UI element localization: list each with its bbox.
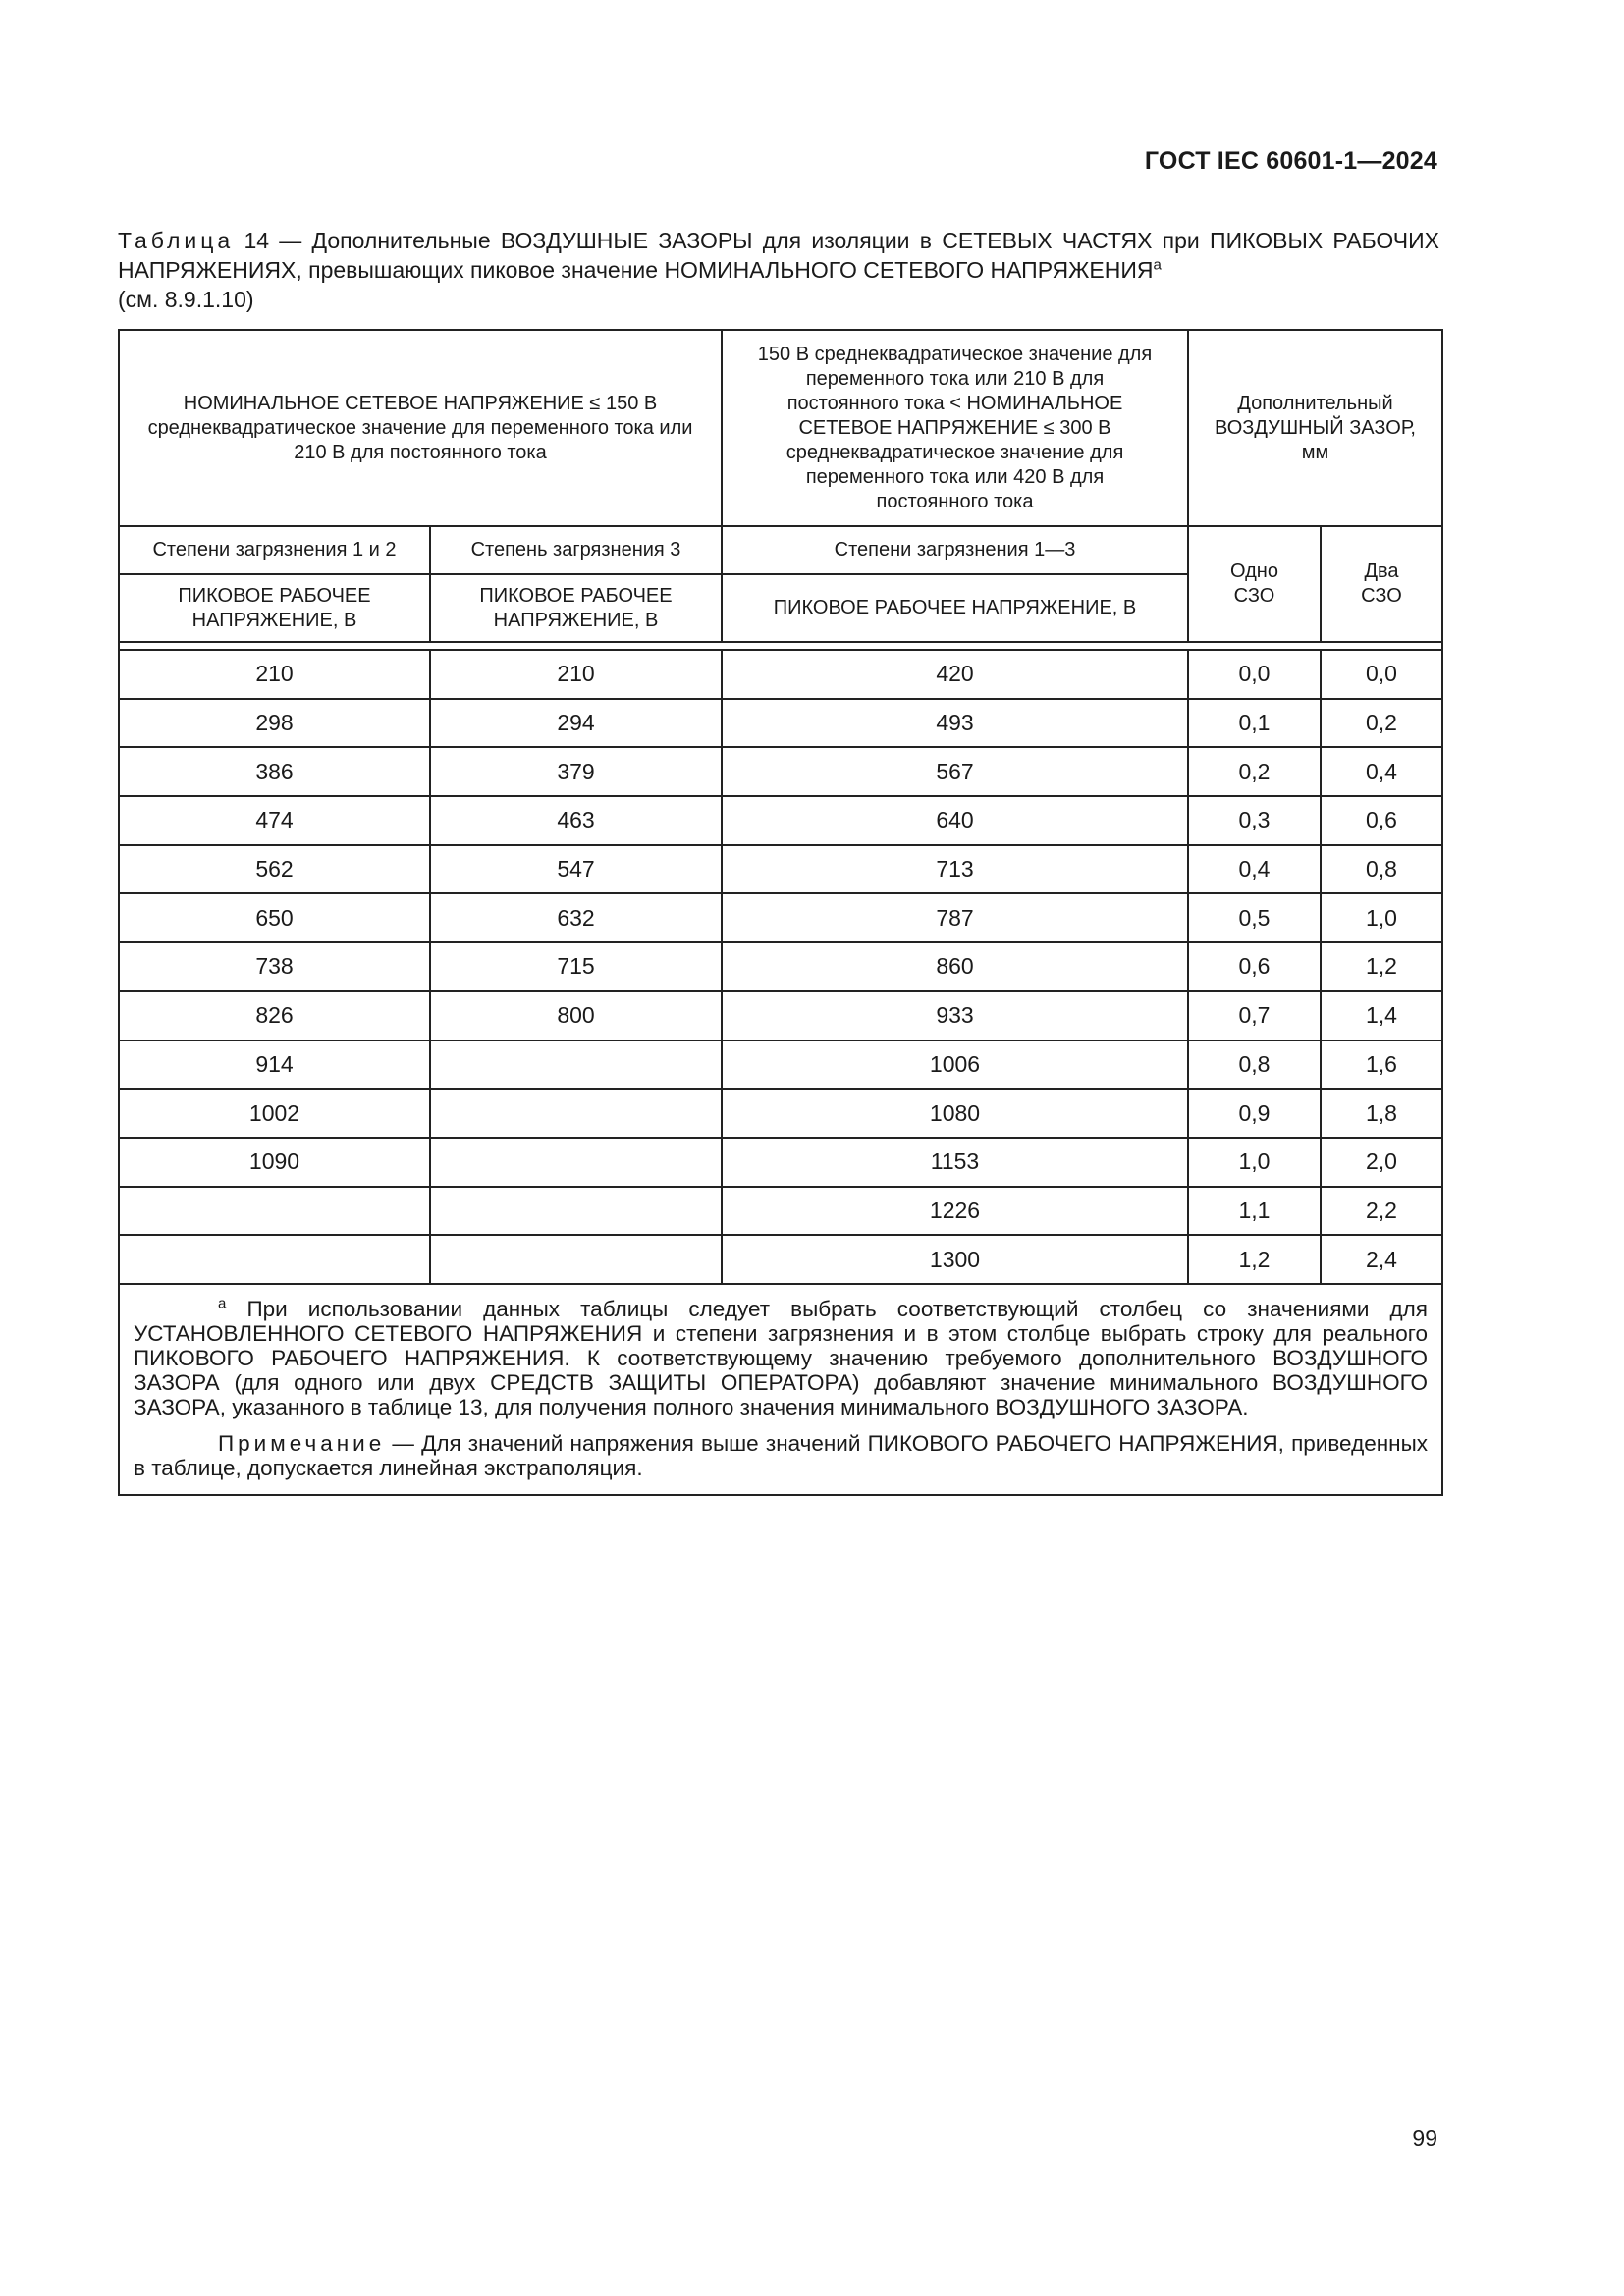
- table-cell: 1,4: [1321, 991, 1442, 1041]
- header-peak-voltage-1: ПИКОВОЕ РАБОЧЕЕ НАПРЯЖЕНИЕ, В: [119, 574, 430, 642]
- table-cell: 0,7: [1188, 991, 1321, 1041]
- table-row: [119, 1041, 1442, 1090]
- table-row: [119, 942, 1442, 991]
- clearance-table: [118, 329, 1443, 1496]
- note-text: — Для значений напряжения выше значений ПИКОВОГО РАБОЧЕГО НАПРЯЖЕНИЯ, приведенных в таблице, допускается линейная экстраполяция.: [134, 1430, 1428, 1480]
- table-row: [119, 845, 1442, 894]
- header-rated-voltage-low: НОМИНАЛЬНОЕ СЕТЕВОЕ НАПРЯЖЕНИЕ ≤ 150 В среднеквадратическое значение для переменного тока или 210 В для постоянного тока: [119, 330, 722, 526]
- caption-text: 14 — Дополнительные ВОЗДУШНЫЕ ЗАЗОРЫ для изоляции в СЕТЕВЫХ ЧАСТЯХ при ПИКОВЫХ РАБОЧИХ НАПРЯЖЕНИЯХ, превышающих пиковое значение НОМИНАЛЬНОГО СЕТЕВОГО НАПРЯЖЕНИЯ: [118, 228, 1439, 283]
- header-pollution-3: Степень загрязнения 3: [430, 526, 722, 574]
- table-cell: 420: [722, 650, 1188, 699]
- table-cell: 567: [722, 747, 1188, 796]
- table-cell: 562: [119, 845, 430, 894]
- table-cell: 2,0: [1321, 1138, 1442, 1187]
- table-cell: 1153: [722, 1138, 1188, 1187]
- table-cell: [430, 1187, 722, 1236]
- table-cell: 1,1: [1188, 1187, 1321, 1236]
- table-cell: 715: [430, 942, 722, 991]
- table-row: [119, 747, 1442, 796]
- table-cell: 1,2: [1188, 1235, 1321, 1284]
- table-cell: 1,0: [1188, 1138, 1321, 1187]
- note: [134, 1431, 1428, 1480]
- table-cell: 0,3: [1188, 796, 1321, 845]
- table-cell: 0,0: [1321, 650, 1442, 699]
- table-cell: 493: [722, 699, 1188, 748]
- table-cell: 1,8: [1321, 1089, 1442, 1138]
- caption-footnote-mark: a: [1153, 256, 1162, 274]
- table-cell: [430, 1235, 722, 1284]
- table-row: [119, 893, 1442, 942]
- table-cell: 0,5: [1188, 893, 1321, 942]
- caption-reference: (см. 8.9.1.10): [118, 287, 254, 312]
- header-separator: [119, 642, 1442, 650]
- table-cell: 463: [430, 796, 722, 845]
- table-cell: 0,4: [1321, 747, 1442, 796]
- table-cell: 826: [119, 991, 430, 1041]
- table-row: [119, 991, 1442, 1041]
- table-cell: 1090: [119, 1138, 430, 1187]
- table-cell: 2,2: [1321, 1187, 1442, 1236]
- table-cell: 1,2: [1321, 942, 1442, 991]
- page-number: 99: [1412, 2125, 1437, 2151]
- table-cell: 298: [119, 699, 430, 748]
- table-cell: 632: [430, 893, 722, 942]
- table-cell: 210: [430, 650, 722, 699]
- table-cell: 1006: [722, 1041, 1188, 1090]
- header-pollution-1-2: Степени загрязнения 1 и 2: [119, 526, 430, 574]
- table-cell: 0,0: [1188, 650, 1321, 699]
- header-additional-clearance: Дополнительный ВОЗДУШНЫЙ ЗАЗОР, мм: [1188, 330, 1442, 526]
- table-cell: 0,6: [1321, 796, 1442, 845]
- table-cell: 294: [430, 699, 722, 748]
- header-rated-voltage-high: 150 В среднеквадратическое значение для переменного тока или 210 В для постоянного тока < НОМИНАЛЬНОЕ СЕТЕВОЕ НАПРЯЖЕНИЕ ≤ 300 В среднеквадратическое значение для переменного тока или 420 В для постоянного тока: [722, 330, 1188, 526]
- table-cell: 547: [430, 845, 722, 894]
- table-cell: [430, 1089, 722, 1138]
- table-cell: 1,0: [1321, 893, 1442, 942]
- footnote-text: При использовании данных таблицы следует выбрать соответствующий столбец со значениями для УСТАНОВЛЕННОГО СЕТЕВОГО НАПРЯЖЕНИЯ и степени загрязнения и в этом столбце выбрать строку для реального ПИКОВОГО РАБОЧЕГО НАПРЯЖЕНИЯ. К соответствующему значению требуемого дополнительного ВОЗДУШНОГО ЗАЗОРА (для одного или двух СРЕДСТВ ЗАЩИТЫ ОПЕРАТОРА) добавляют значение минимального ВОЗДУШНОГО ЗАЗОРА, указанного в таблице 13, для получения полного значения минимального ВОЗДУШНОГО ЗАЗОРА.: [134, 1296, 1428, 1419]
- header-one-mop: Одно СЗО: [1188, 526, 1321, 642]
- table-cell: [430, 1041, 722, 1090]
- table-cell: 0,4: [1188, 845, 1321, 894]
- table-row: [119, 1089, 1442, 1138]
- table-row: [119, 1187, 1442, 1236]
- header-peak-voltage-3: ПИКОВОЕ РАБОЧЕЕ НАПРЯЖЕНИЕ, В: [722, 574, 1188, 642]
- footnote-mark: a: [218, 1295, 227, 1312]
- table-cell: 0,8: [1188, 1041, 1321, 1090]
- table-cell: 914: [119, 1041, 430, 1090]
- table-cell: 1,6: [1321, 1041, 1442, 1090]
- table-cell: 474: [119, 796, 430, 845]
- table-cell: 0,2: [1188, 747, 1321, 796]
- table-cell: [119, 1187, 430, 1236]
- table-cell: 0,8: [1321, 845, 1442, 894]
- table-cell: 379: [430, 747, 722, 796]
- table-cell: 1226: [722, 1187, 1188, 1236]
- table-row: [119, 699, 1442, 748]
- table-notes: [119, 1284, 1442, 1495]
- note-label: Примечание: [218, 1430, 386, 1456]
- table-cell: 640: [722, 796, 1188, 845]
- table-cell: 0,2: [1321, 699, 1442, 748]
- table-cell: [119, 1235, 430, 1284]
- table-cell: 1300: [722, 1235, 1188, 1284]
- table-cell: 386: [119, 747, 430, 796]
- table-row: [119, 1138, 1442, 1187]
- table-cell: 800: [430, 991, 722, 1041]
- table-cell: 860: [722, 942, 1188, 991]
- header-two-mop: Два СЗО: [1321, 526, 1442, 642]
- table-row: [119, 1235, 1442, 1284]
- table-cell: 0,6: [1188, 942, 1321, 991]
- table-cell: 933: [722, 991, 1188, 1041]
- table-cell: 1080: [722, 1089, 1188, 1138]
- header-pollution-1-3: Степени загрязнения 1—3: [722, 526, 1188, 574]
- table-cell: 210: [119, 650, 430, 699]
- table-body: [119, 650, 1442, 1284]
- document-code: ГОСТ IEC 60601-1—2024: [1144, 147, 1437, 175]
- table-cell: [430, 1138, 722, 1187]
- table-cell: 1002: [119, 1089, 430, 1138]
- table-row: [119, 796, 1442, 845]
- caption-prefix: Таблица: [118, 228, 235, 253]
- table-cell: 738: [119, 942, 430, 991]
- footnote: [134, 1297, 1428, 1419]
- table-cell: 713: [722, 845, 1188, 894]
- table-cell: 0,1: [1188, 699, 1321, 748]
- table-cell: 650: [119, 893, 430, 942]
- table-caption: [118, 226, 1439, 314]
- table-cell: 787: [722, 893, 1188, 942]
- table-cell: 0,9: [1188, 1089, 1321, 1138]
- header-peak-voltage-2: ПИКОВОЕ РАБОЧЕЕ НАПРЯЖЕНИЕ, В: [430, 574, 722, 642]
- table-row: [119, 650, 1442, 699]
- table-cell: 2,4: [1321, 1235, 1442, 1284]
